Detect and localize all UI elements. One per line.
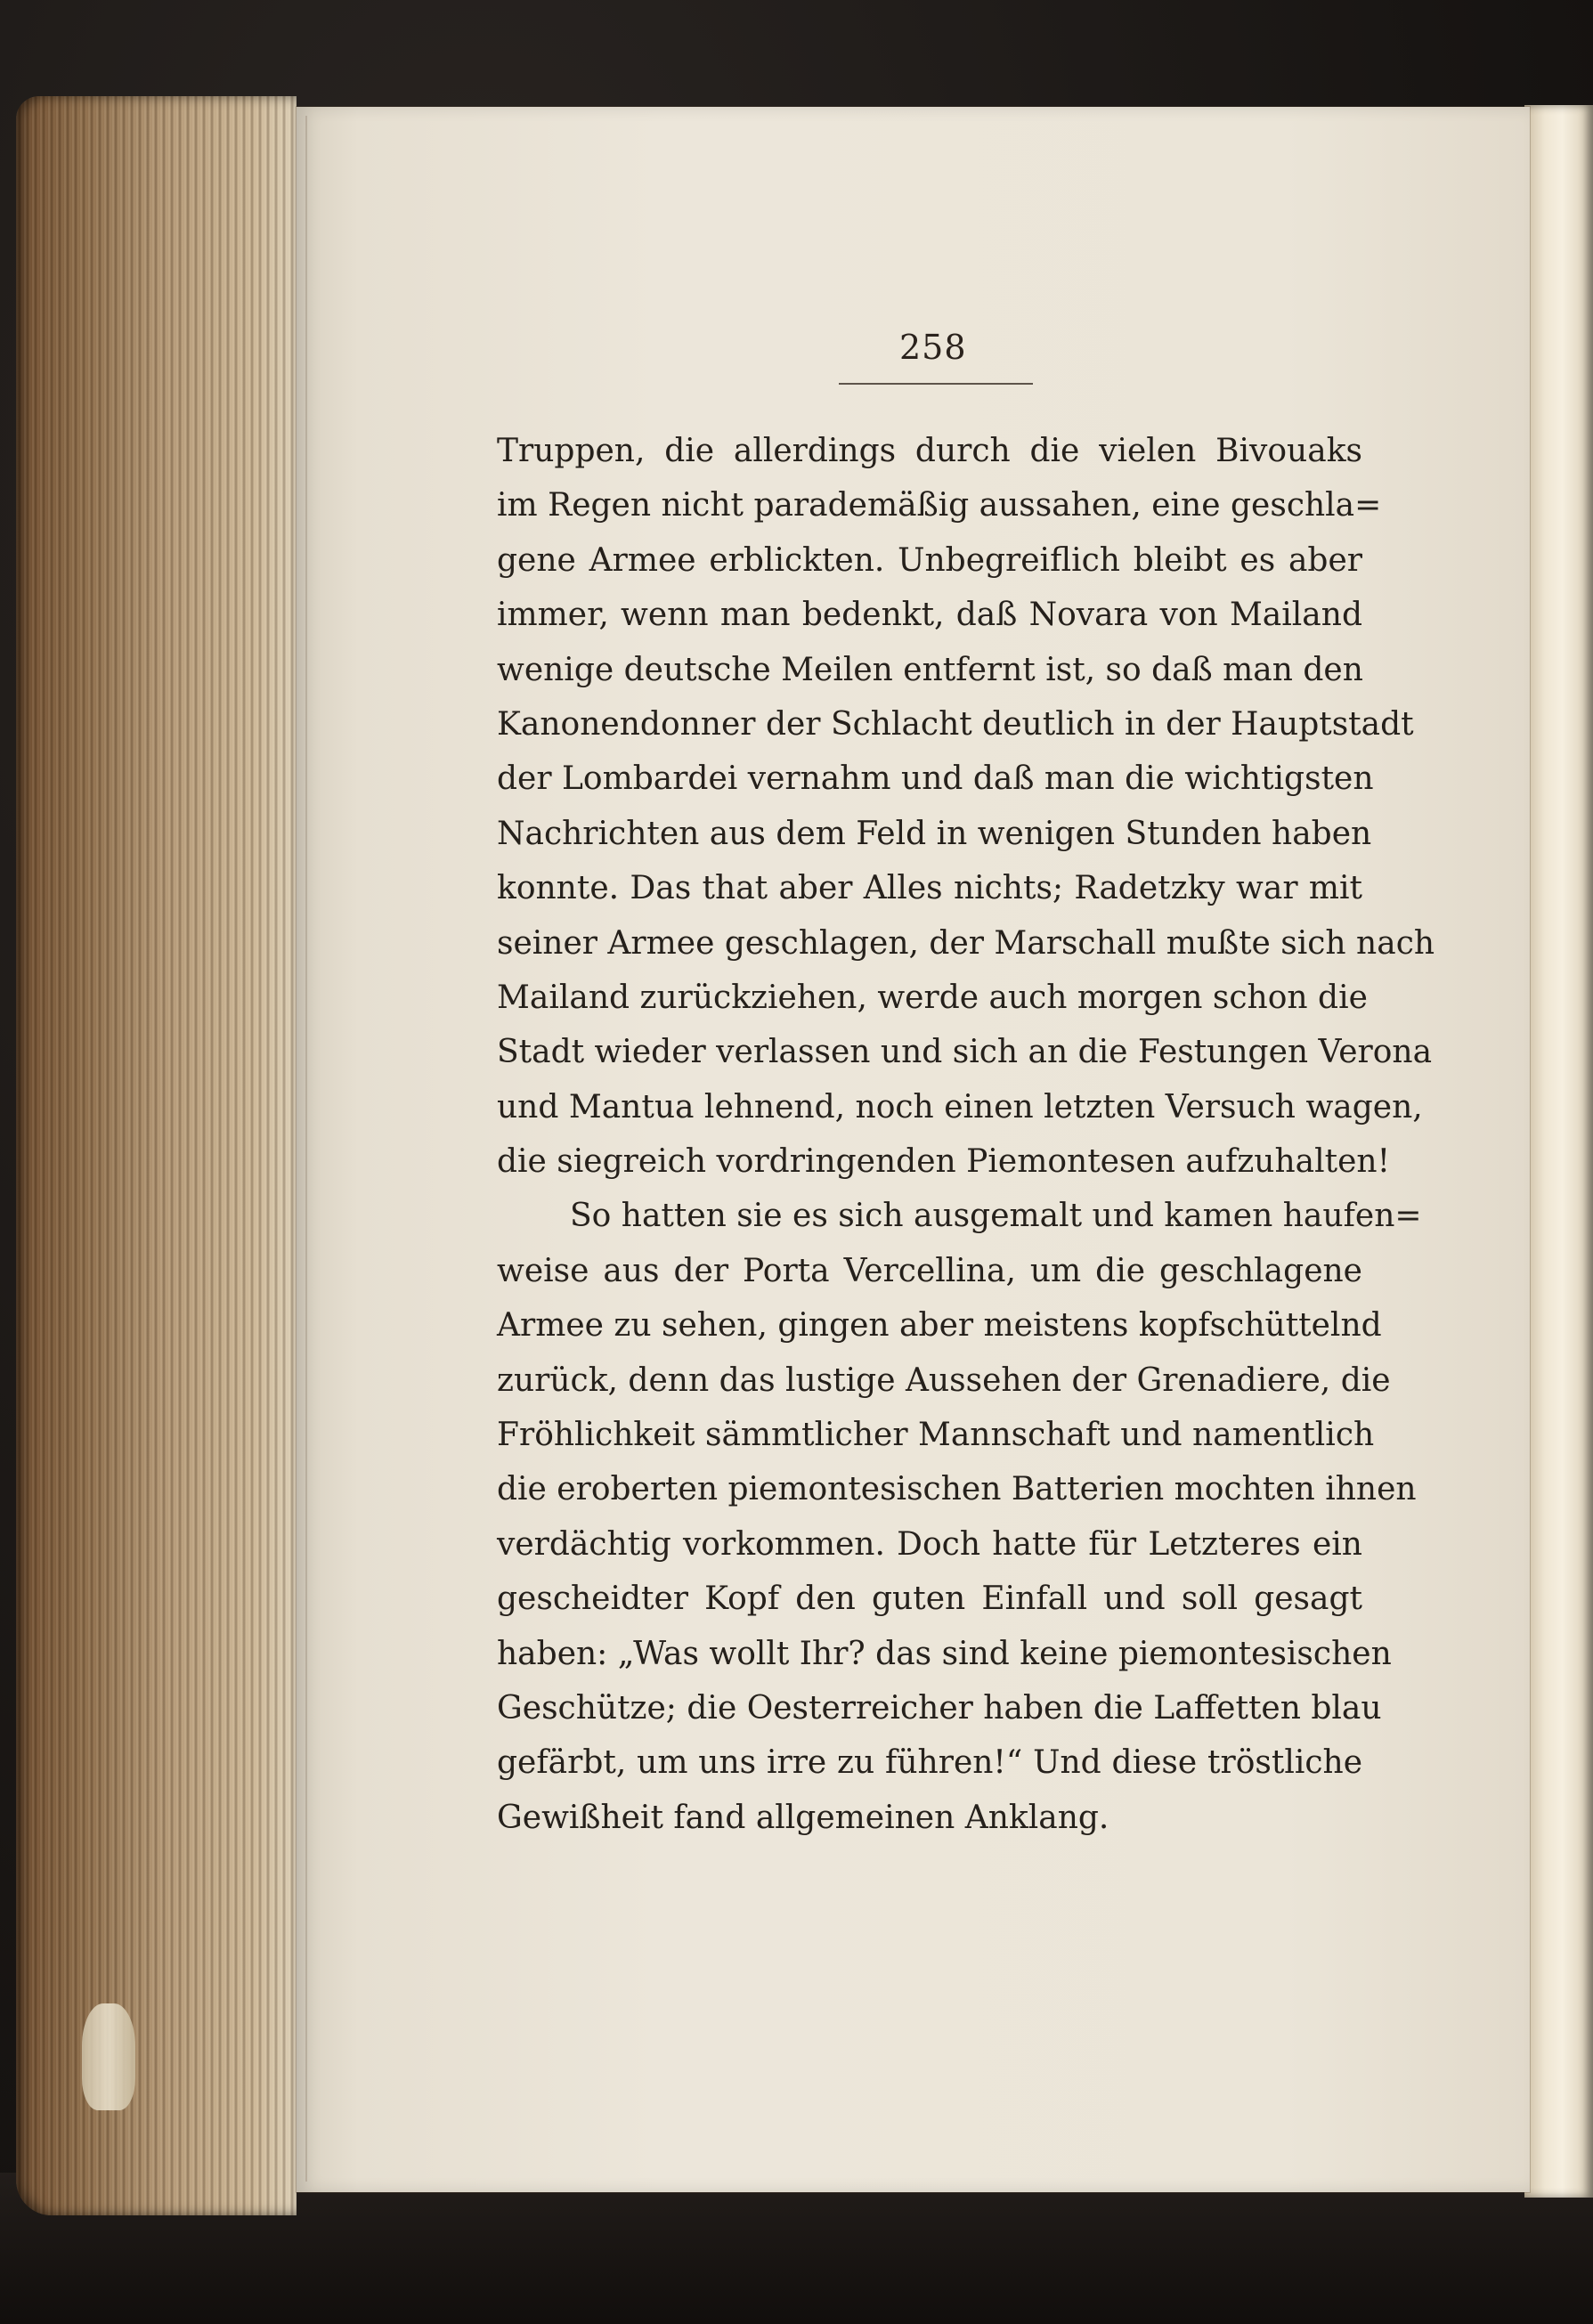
text-line: Nachrichten aus dem Feld in wenigen Stunden haben [497,815,1372,852]
text-line: Truppen, die allerdings durch die vielen Bivouaks [497,433,1362,469]
body-text [497,424,1435,1845]
text-line: haben: „Was wollt Ihr? das sind keine piemontesischen [497,1635,1392,1672]
page-edges-right [1524,105,1593,2198]
text-line: Kanonendonner der Schlacht deutlich in der Hauptstadt [497,705,1414,743]
text-line: Gewißheit fand allgemeinen Anklang. [497,1799,1109,1836]
text-line: konnte. Das that aber Alles nichts; Radetzky war mit [497,870,1362,907]
text-line: verdächtig vorkommen. Doch hatte für Letzteres ein [497,1525,1362,1563]
page-tab [82,2003,135,2110]
text-line: im Regen nicht parademäßig aussahen, eine geschla= [497,487,1382,524]
text-line: Mailand zurückziehen, werde auch morgen schon die [497,979,1368,1016]
page-gutter-line [305,116,307,2182]
text-line: zurück, denn das lustige Aussehen der Grenadiere, die [497,1361,1391,1399]
text-line: wenige deutsche Meilen entfernt ist, so daß man den [497,651,1363,688]
text-line: gene Armee erblickten. Unbegreiflich bleibt es aber [497,541,1362,579]
page-edges-left [16,96,297,2215]
text-line: gefärbt, um uns irre zu führen!“ Und diese tröstliche [497,1744,1362,1782]
header-rule [839,383,1033,385]
text-line: Stadt wieder verlassen und sich an die Festungen Verona [497,1034,1433,1071]
text-line: Armee zu sehen, gingen aber meistens kopfschüttelnd [497,1307,1382,1345]
page-number: 258 [899,328,967,367]
text-line: Fröhlichkeit sämmtlicher Mannschaft und namentlich [497,1417,1375,1454]
text-line: Geschütze; die Oesterreicher haben die Laffetten blau [497,1689,1382,1727]
text-line: gescheidter Kopf den guten Einfall und soll gesagt [497,1580,1362,1618]
text-line: seiner Armee geschlagen, der Marschall mußte sich nach [497,924,1435,962]
text-line: weise aus der Porta Vercellina, um die geschlagene [497,1252,1362,1289]
text-line: die siegreich vordringenden Piemontesen aufzuhalten! [497,1143,1391,1181]
text-line: die eroberten piemontesischen Batterien mochten ihnen [497,1471,1417,1508]
text-line: und Mantua lehnend, noch einen letzten Versuch wagen, [497,1088,1423,1125]
text-line: So hatten sie es sich ausgemalt und kamen haufen= [570,1198,1422,1235]
text-line: immer, wenn man bedenkt, daß Novara von Mailand [497,597,1362,634]
text-line: der Lombardei vernahm und daß man die wichtigsten [497,760,1374,798]
